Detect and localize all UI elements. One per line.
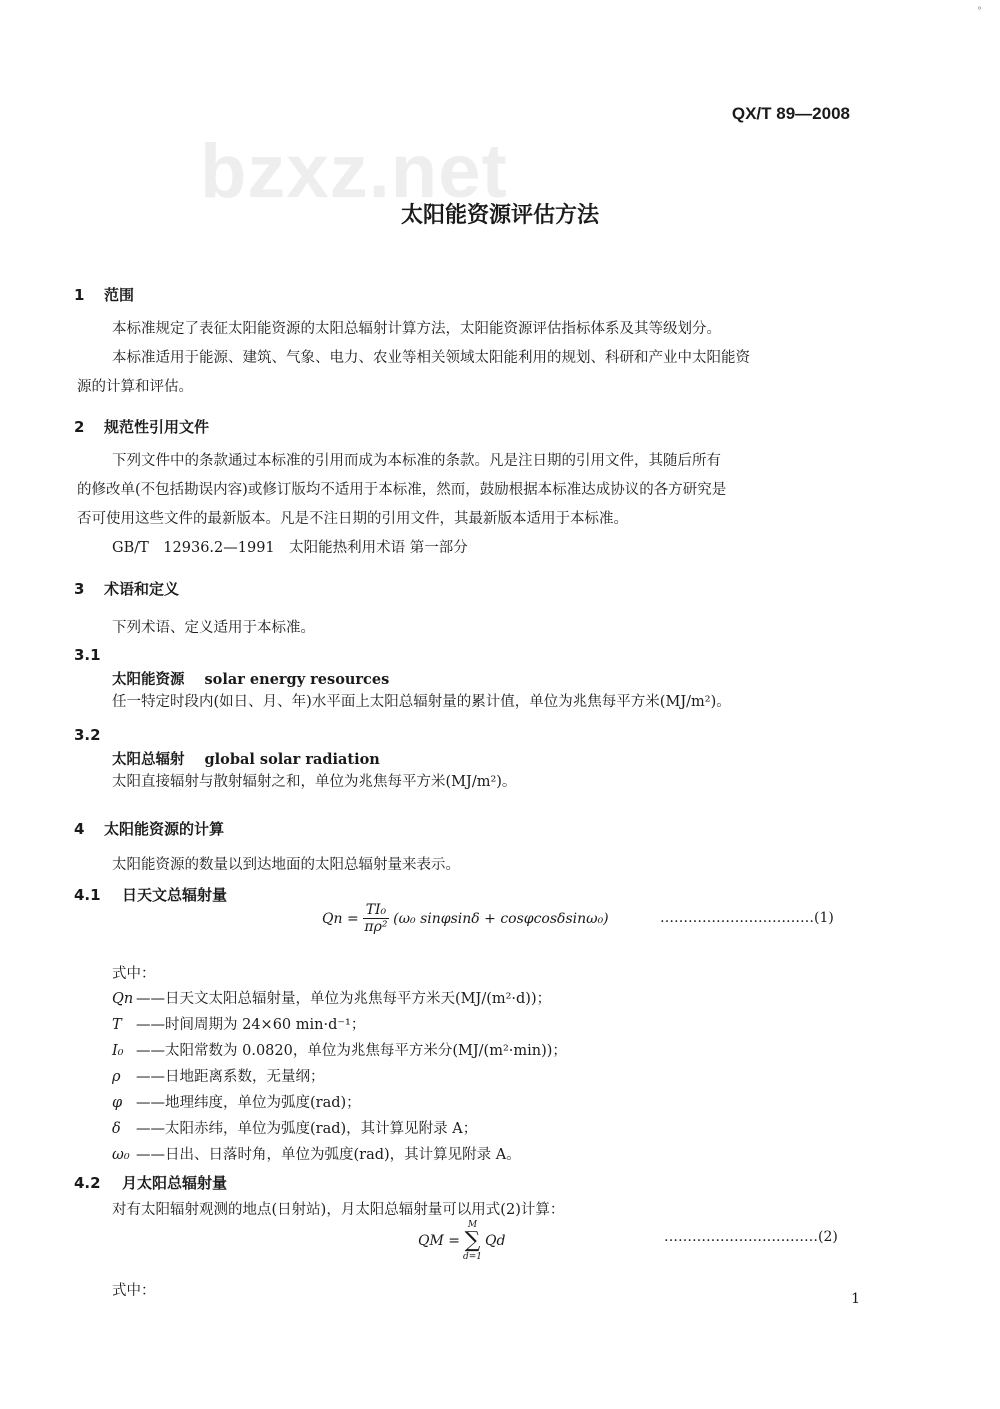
variable-description: ——日地距离系数，无量纲；: [136, 1069, 325, 1085]
watermark: bzxz.net: [200, 129, 508, 214]
formula-2: [418, 1220, 505, 1262]
formula-fraction: [363, 902, 389, 935]
sum-sign: ∑: [464, 1228, 481, 1253]
section-2-paragraph-line-1: 下列文件中的条款通过本标准的引用而成为本标准的条款。凡是注日期的引用文件，其随后所有: [112, 453, 721, 469]
sum-upper-limit: M: [467, 1220, 478, 1230]
term-3-1-number: 3.1: [74, 646, 101, 664]
variable-row: [112, 1090, 567, 1116]
section-4-2-heading: [74, 1172, 227, 1193]
fraction-numerator: TI₀: [363, 902, 389, 919]
section-3-paragraph: 下列术语、定义适用于本标准。: [112, 620, 315, 636]
variable-row: [112, 1116, 567, 1142]
equation-number-2: ……………………………(2): [664, 1229, 838, 1245]
term-3-2-number: 3.2: [74, 726, 101, 744]
section-title: 日天文总辐射量: [122, 886, 228, 904]
variable-row: [112, 1064, 567, 1090]
section-number: 3: [74, 580, 85, 598]
section-4-paragraph: 太阳能资源的数量以到达地面的太阳总辐射量来表示。: [112, 857, 460, 873]
formula-term: Qd: [485, 1233, 506, 1249]
variable-row: [112, 1142, 567, 1168]
variable-list: [112, 986, 567, 1168]
section-4-1-heading: [74, 884, 227, 905]
section-1-heading: [74, 284, 134, 305]
term-3-2-definition: 太阳直接辐射与散射辐射之和，单位为兆焦每平方米(MJ/m²)。: [112, 774, 517, 790]
variable-row: [112, 1012, 567, 1038]
page-number: 1: [851, 1291, 860, 1307]
section-title: 规范性引用文件: [104, 418, 210, 436]
variable-row: [112, 1038, 567, 1064]
variable-symbol: ω₀: [112, 1147, 130, 1163]
variable-symbol: ρ: [112, 1069, 121, 1085]
term-3-1: [112, 668, 389, 689]
normative-reference: GB/T 12936.2—1991 太阳能热利用术语 第一部分: [112, 540, 468, 556]
equation-number-1: ……………………………(1): [660, 910, 834, 926]
term-3-1-definition: 任一特定时段内(如日、月、年)水平面上太阳总辐射量的累计值，单位为兆焦每平方米(MJ/m²)。: [112, 694, 731, 710]
term-chinese: 太阳能资源: [112, 672, 185, 688]
where-label-1: 式中：: [112, 966, 156, 982]
section-3-heading: [74, 578, 179, 599]
corner-mark: °: [977, 6, 982, 17]
variable-list-container: [112, 986, 567, 1168]
variable-symbol: I₀: [112, 1043, 124, 1059]
section-2-paragraph-line-2: 的修改单(不包括勘误内容)或修订版均不适用于本标准，然而，鼓励根据本标准达成协议的各方研究是: [77, 482, 727, 498]
section-number: 4: [74, 820, 85, 838]
section-number: 1: [74, 286, 85, 304]
section-1-paragraph-2-line-2: 源的计算和评估。: [77, 379, 193, 395]
variable-symbol: T: [112, 1017, 122, 1033]
formula-lhs: Qn =: [322, 910, 359, 927]
section-number: 4.1: [74, 886, 101, 904]
variable-description: ——地理纬度，单位为弧度(rad)；: [136, 1095, 361, 1111]
section-title: 太阳能资源的计算: [104, 820, 225, 838]
variable-description: ——日天文太阳总辐射量，单位为兆焦每平方米天(MJ/(m²·d))；: [136, 991, 552, 1007]
term-english: global solar radiation: [204, 751, 380, 768]
variable-symbol: Qn: [112, 991, 134, 1007]
fraction-denominator: πρ²: [364, 919, 388, 935]
summation: [463, 1220, 482, 1262]
section-4-heading: [74, 818, 224, 839]
sum-lower-limit: d=1: [463, 1252, 483, 1262]
variable-row: [112, 986, 567, 1012]
formula-1: [322, 902, 609, 935]
term-chinese: 太阳总辐射: [112, 752, 185, 768]
section-4-2-paragraph: 对有太阳辐射观测的地点(日射站)，月太阳总辐射量可以用式(2)计算：: [112, 1202, 565, 1218]
section-number: 4.2: [74, 1174, 101, 1192]
section-1-paragraph-1: 本标准规定了表征太阳能资源的太阳总辐射计算方法，太阳能资源评估指标体系及其等级划分。: [112, 321, 721, 337]
document-title: 太阳能资源评估方法: [400, 203, 599, 228]
section-1-paragraph-2-line-1: 本标准适用于能源、建筑、气象、电力、农业等相关领域太阳能利用的规划、科研和产业中太阳能资: [112, 350, 750, 366]
variable-description: ——太阳常数为 0.0820，单位为兆焦每平方米分(MJ/(m²·min))；: [136, 1043, 567, 1059]
variable-description: ——日出、日落时角，单位为弧度(rad)，其计算见附录 A。: [136, 1147, 521, 1163]
section-title: 范围: [104, 286, 135, 304]
variable-symbol: δ: [112, 1121, 121, 1137]
section-number: 2: [74, 418, 85, 436]
standard-code: QX/T 89—2008: [731, 104, 850, 123]
section-title: 术语和定义: [104, 580, 180, 598]
section-title: 月太阳总辐射量: [122, 1174, 228, 1192]
term-3-2: [112, 748, 380, 769]
formula-rhs: (ω₀ sinφsinδ + cosφcosδsinω₀): [393, 910, 609, 927]
variable-description: ——太阳赤纬，单位为弧度(rad)，其计算见附录 A；: [136, 1121, 478, 1137]
section-2-heading: [74, 416, 209, 437]
variable-description: ——时间周期为 24×60 min·d⁻¹；: [136, 1017, 366, 1033]
section-2-paragraph-line-3: 否可使用这些文件的最新版本。凡是不注日期的引用文件，其最新版本适用于本标准。: [77, 511, 628, 527]
formula-lhs: QM =: [418, 1233, 460, 1249]
variable-symbol: φ: [112, 1095, 123, 1111]
term-english: solar energy resources: [204, 671, 390, 688]
where-label-2: 式中：: [112, 1283, 156, 1299]
